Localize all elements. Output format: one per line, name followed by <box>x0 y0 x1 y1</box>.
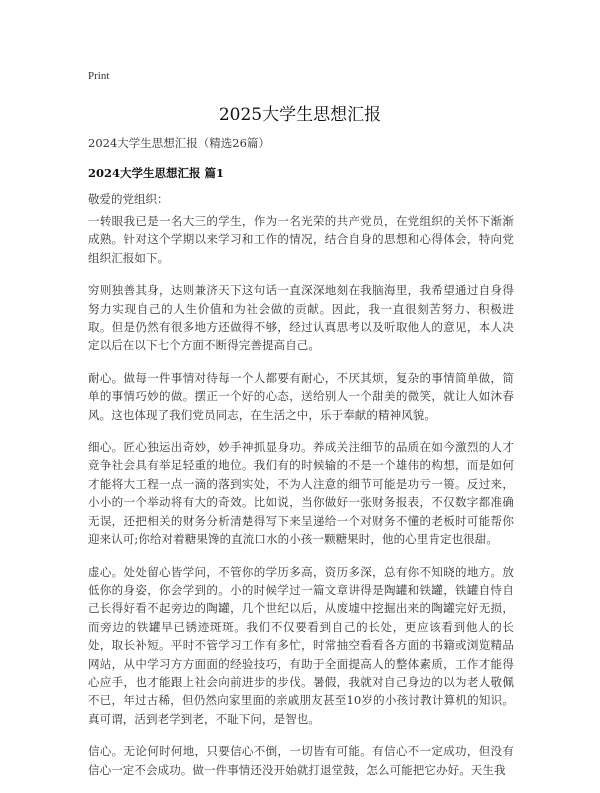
section-heading: 2024大学生思想汇报 篇1 <box>88 166 225 180</box>
document-body <box>88 212 514 793</box>
print-link[interactable]: Print <box>88 70 110 82</box>
page-title: 2025大学生思想汇报 <box>218 105 382 125</box>
document-subtitle: 2024大学生思想汇报（精选26篇） <box>88 136 270 150</box>
paragraph: 一转眼我已是一名大三的学生，作为一名光荣的共产党员，在党组织的关怀下渐渐成熟。针对这个学期以来学习和工作的情况，结合自身的思想和心得体会，特向党组织汇报如下。 <box>88 214 514 265</box>
paragraph: 细心。匠心独运出奇妙，妙手神抓显身功。养成关注细节的品质在如今激烈的人才竞争社会具有举足轻重的地位。我们有的时候输的不是一个雄伟的构想，而是如何才能将大工程一点一滴的落到实处，不为人注意的细节可能是功亏一篑。反过来，小小的一个举动将有大的奇效。比如说，当你做好一张财务报表，不仅数字都准确无误，还把相关的财务分析清楚得写下来呈递给一个对财务不懂的老板时可能帮你迎来认可;你给对着糖果馋的直流口水的小孩一颗糖果时，他的心里肯定也很甜。 <box>88 440 514 547</box>
paragraph: 耐心。做每一件事情对待每一个人都要有耐心，不厌其烦，复杂的事情简单做，简单的事情巧妙的做。摆正一个好的心态，送给别人一个甜美的微笑，就让人如沐春风。这也体现了我们党员同志，在生活之中，乐于奉献的精神风貌。 <box>88 370 514 422</box>
paragraph: 穷则独善其身，达则兼济天下这句话一直深深地刻在我脑海里，我希望通过自身得努力实现自己的人生价值和为社会做的贡献。因此，我一直很刻苦努力、积极进取。但是仍然有很多地方还做得不够，经过认真思考以及听取他人的意见，本人决定以后在以下七个方面不断得完善提高自己。 <box>88 283 514 353</box>
paragraph: 虚心。处处留心皆学问，不管你的学历多高，资历多深，总有你不知晓的地方。放低你的身姿，你会学到的。小的时候学过一篇文章讲得是陶罐和铁罐，铁罐自恃自己长得好看不起旁边的陶罐，几个世纪以后，从废墟中挖掘出来的陶罐完好无损，而旁边的铁罐早已锈迹斑斑。我们不仅要看到自己的长处，更应该看到他人的长处，取长补短。平时不管学习工作有多忙，时常抽空看看各方面的书籍或浏览精品网站，从中学习方方面面的经验技巧，有助于全面提高人的整体素质，工作才能得心应手，也才能跟上社会向前进步的步伐。暑假，我就对自己身边的以为老人敬佩不已，年过古稀，但仍然向家里面的亲戚朋友甚至10岁的小孩讨教计算机的知识。真可谓，活到老学到老，不耻下问，是智也。 <box>88 564 514 726</box>
salutation: 敬爱的党组织： <box>88 192 169 206</box>
paragraph: 信心。无论何时何地，只要信心不倒，一切皆有可能。有信心不一定成功，但没有信心一定不会成功。做一件事情还没开始就打退堂鼓，怎么可能把它办好。天生我 <box>88 744 514 777</box>
